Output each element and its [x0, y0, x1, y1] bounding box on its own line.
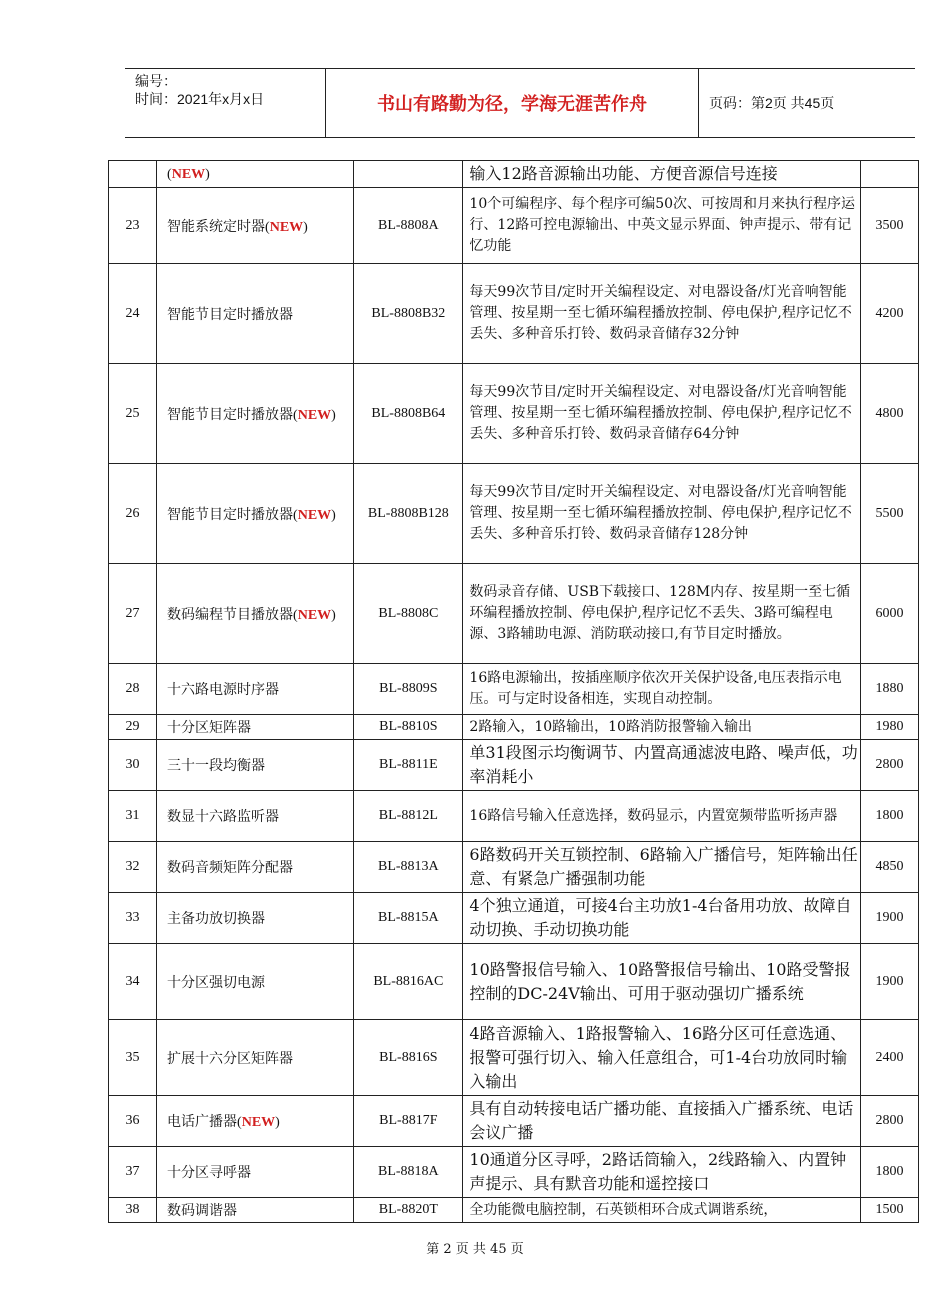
model-number: BL-8808B128: [354, 464, 463, 564]
row-number: 37: [109, 1147, 157, 1198]
table-row: [109, 664, 919, 715]
row-number: 34: [109, 944, 157, 1020]
product-name: 数显十六路监听器: [167, 809, 280, 825]
number-label: 编号：: [135, 73, 177, 89]
product-description: 每天99次节目/定时开关编程设定、对电器设备/灯光音响智能管理、按星期一至七循环编程播放控制、停电保护,程序记忆不丢失、多种音乐打铃、数码录音储存64分钟: [463, 364, 860, 464]
price: 2400: [860, 1020, 918, 1096]
table-row: [109, 1198, 919, 1223]
new-badge: (NEW): [265, 219, 308, 235]
price: 2800: [860, 1096, 918, 1147]
row-number: [109, 161, 157, 188]
model-number: BL-8816AC: [354, 944, 463, 1020]
table-row: [109, 564, 919, 664]
table-row: [109, 364, 919, 464]
table-row: [109, 715, 919, 740]
new-badge: (NEW): [293, 407, 336, 423]
price: 1800: [860, 791, 918, 842]
header-motto: 书山有路勤为径，学海无涯苦作舟: [326, 69, 699, 137]
row-number: 28: [109, 664, 157, 715]
row-number: 36: [109, 1096, 157, 1147]
document-header: [125, 68, 915, 138]
new-tag: NEW: [297, 507, 332, 523]
product-description: 6路数码开关互锁控制、6路输入广播信号，矩阵输出任意、有紧急广播强制功能: [463, 842, 860, 893]
new-tag: NEW: [241, 1115, 276, 1130]
row-number: 31: [109, 791, 157, 842]
price: 6000: [860, 564, 918, 664]
new-badge: (NEW): [237, 1115, 280, 1130]
product-description: 4个独立通道，可接4台主功放1-4台备用功放、故障自动切换、手动切换功能: [463, 893, 860, 944]
model-number: BL-8813A: [354, 842, 463, 893]
row-number: 23: [109, 188, 157, 264]
product-name-cell: [157, 161, 354, 188]
product-description: 输入12路音源输出功能、方便音源信号连接: [463, 161, 860, 188]
table-row: [109, 188, 919, 264]
new-badge: (NEW): [293, 607, 336, 623]
product-name: 扩展十六分区矩阵器: [167, 1050, 294, 1067]
product-name: 数码调谐器: [167, 1203, 238, 1219]
table-row: [109, 842, 919, 893]
product-name-cell: [157, 1147, 354, 1198]
product-name: 十六路电源时序器: [167, 682, 280, 698]
product-name: 主备功放切换器: [167, 911, 266, 927]
model-number: BL-8820T: [354, 1198, 463, 1223]
model-number: BL-8808B64: [354, 364, 463, 464]
product-name-cell: [157, 564, 354, 664]
product-description: 每天99次节目/定时开关编程设定、对电器设备/灯光音响智能管理、按星期一至七循环编程播放控制、停电保护,程序记忆不丢失、多种音乐打铃、数码录音储存128分钟: [463, 464, 860, 564]
product-name-cell: [157, 264, 354, 364]
table-row: [109, 464, 919, 564]
product-name-cell: [157, 791, 354, 842]
product-description: 10个可编程序、每个程序可编50次、可按周和月来执行程序运行、12路可控电源输出、中英文显示界面、钟声提示、带有记忆功能: [463, 188, 860, 264]
row-number: 29: [109, 715, 157, 740]
table-row: [109, 893, 919, 944]
row-number: 33: [109, 893, 157, 944]
model-number: BL-8812L: [354, 791, 463, 842]
product-name: 三十一段均衡器: [167, 758, 266, 774]
product-name-cell: [157, 893, 354, 944]
price: 5500: [860, 464, 918, 564]
price: 4850: [860, 842, 918, 893]
product-name: 智能节目定时播放器: [167, 406, 294, 423]
product-description: 10路警报信号输入、10路警报信号输出、10路受警报控制的DC-24V输出、可用于驱动强切广播系统: [463, 944, 860, 1020]
table-row: [109, 944, 919, 1020]
product-description: 16路信号输入任意选择，数码显示，内置宽频带监听扬声器: [463, 791, 860, 842]
product-name-cell: [157, 1096, 354, 1147]
product-table-body: [109, 161, 919, 1223]
table-row: [109, 1020, 919, 1096]
product-name-cell: [157, 1020, 354, 1096]
page-footer: 第 2 页 共 45 页: [426, 1242, 524, 1257]
new-tag: NEW: [297, 407, 332, 423]
product-table: [108, 160, 919, 1223]
model-number: BL-8815A: [354, 893, 463, 944]
price: 1500: [860, 1198, 918, 1223]
model-number: BL-8808C: [354, 564, 463, 664]
product-name: 十分区寻呼器: [167, 1165, 252, 1181]
product-description: 具有自动转接电话广播功能、直接插入广播系统、电话会议广播: [463, 1096, 860, 1147]
product-name-cell: [157, 715, 354, 740]
model-number: [354, 161, 463, 188]
product-name-cell: [157, 740, 354, 791]
table-row: [109, 1096, 919, 1147]
table-row: [109, 1147, 919, 1198]
product-description: 单31段图示均衡调节、内置高通滤波电路、噪声低，功率消耗小: [463, 740, 860, 791]
product-name: 电话广播器: [167, 1114, 238, 1130]
row-number: 38: [109, 1198, 157, 1223]
model-number: BL-8816S: [354, 1020, 463, 1096]
product-description: 4路音源输入、1路报警输入、16路分区可任意选通、报警可强行切入、输入任意组合，可1-4台功放同时输入输出: [463, 1020, 860, 1096]
product-description: 每天99次节目/定时开关编程设定、对电器设备/灯光音响智能管理、按星期一至七循环编程播放控制、停电保护,程序记忆不丢失、多种音乐打铃、数码录音储存32分钟: [463, 264, 860, 364]
product-description: 16路电源输出，按插座顺序依次开关保护设备,电压表指示电压。可与定时设备相连，实现自动控制。: [463, 664, 860, 715]
price: 1900: [860, 944, 918, 1020]
product-name: 智能节目定时播放器: [167, 506, 294, 523]
model-number: BL-8808A: [354, 188, 463, 264]
product-description: 全功能微电脑控制，石英锁相环合成式调谐系统，: [463, 1198, 860, 1223]
product-name-cell: [157, 188, 354, 264]
time-label: 时间：2021年x月x日: [135, 91, 265, 107]
product-name-cell: [157, 842, 354, 893]
table-row: [109, 264, 919, 364]
row-number: 26: [109, 464, 157, 564]
product-description: 2路输入，10路输出，10路消防报警输入输出: [463, 715, 860, 740]
product-name: 数码编程节目播放器: [167, 606, 294, 623]
product-description: 数码录音存储、USB下载接口、128M内存、按星期一至七循环编程播放控制、停电保护,程序记忆不丢失、3路可编程电源、3路辅助电源、消防联动接口,有节目定时播放。: [463, 564, 860, 664]
price: 1880: [860, 664, 918, 715]
model-number: BL-8811E: [354, 740, 463, 791]
new-tag: NEW: [269, 219, 304, 235]
row-number: 35: [109, 1020, 157, 1096]
new-badge: (NEW): [293, 507, 336, 523]
model-number: BL-8809S: [354, 664, 463, 715]
new-tag: NEW: [297, 607, 332, 623]
row-number: 27: [109, 564, 157, 664]
new-tag: NEW: [171, 166, 206, 182]
header-page-info: 页码：第2页 共45页: [709, 95, 835, 111]
price: 2800: [860, 740, 918, 791]
product-name-cell: [157, 1198, 354, 1223]
table-row: [109, 791, 919, 842]
header-meta: [125, 69, 326, 137]
new-badge: (NEW): [167, 166, 210, 182]
price: 1980: [860, 715, 918, 740]
table-row: [109, 161, 919, 188]
row-number: 24: [109, 264, 157, 364]
table-row: [109, 740, 919, 791]
product-name-cell: [157, 364, 354, 464]
product-name: 智能系统定时器: [167, 218, 266, 235]
price: 4200: [860, 264, 918, 364]
price: 3500: [860, 188, 918, 264]
row-number: 25: [109, 364, 157, 464]
product-name-cell: [157, 464, 354, 564]
row-number: 30: [109, 740, 157, 791]
price: [860, 161, 918, 188]
product-name: 数码音频矩阵分配器: [167, 860, 294, 876]
product-description: 10通道分区寻呼，2路话筒输入，2线路输入、内置钟声提示、具有默音功能和遥控接口: [463, 1147, 860, 1198]
model-number: BL-8818A: [354, 1147, 463, 1198]
row-number: 32: [109, 842, 157, 893]
model-number: BL-8808B32: [354, 264, 463, 364]
product-name: 智能节目定时播放器: [167, 306, 294, 323]
product-name-cell: [157, 944, 354, 1020]
price: 4800: [860, 364, 918, 464]
price: 1800: [860, 1147, 918, 1198]
product-name: 十分区强切电源: [167, 974, 266, 991]
model-number: BL-8810S: [354, 715, 463, 740]
product-name: 十分区矩阵器: [167, 720, 252, 736]
price: 1900: [860, 893, 918, 944]
product-name-cell: [157, 664, 354, 715]
model-number: BL-8817F: [354, 1096, 463, 1147]
